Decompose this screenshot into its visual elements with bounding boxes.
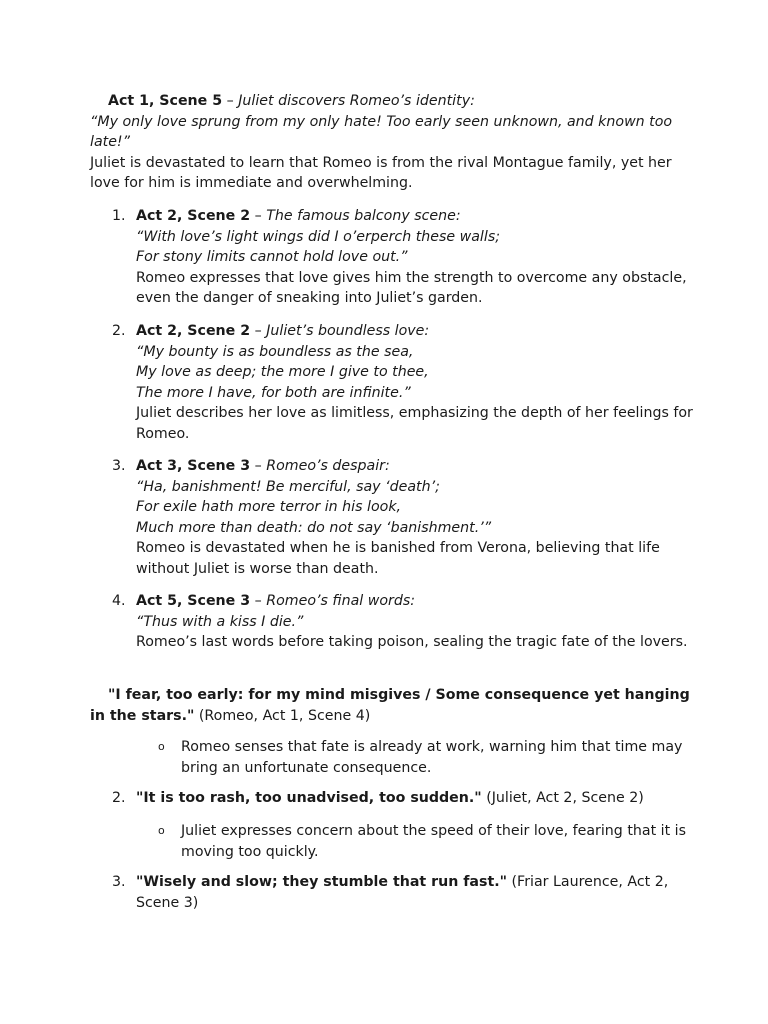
- item-scene: Act 5, Scene 3: [136, 593, 251, 609]
- quote-line: “Ha, banishment! Be merciful, say ‘death’;: [136, 478, 440, 495]
- intro-desc: Juliet discovers Romeo’s identity:: [238, 93, 475, 109]
- intro-scene: Act 1, Scene 5: [108, 93, 223, 109]
- item-source: (Friar Laurence, Act 2, Scene 3): [136, 874, 669, 911]
- fate-sub-note: Romeo senses that fate is already at work, warning him that time may bring an unfortunate consequence.: [181, 739, 683, 776]
- list-number: 2.: [112, 790, 126, 806]
- quote-line: The more I have, for both are infinite.”: [136, 384, 411, 401]
- list-item: [136, 788, 696, 809]
- item-sub-note: Juliet expresses concern about the speed of their love, fearing that it is moving too quickly.: [181, 823, 686, 860]
- item-quote: "Wisely and slow; they stumble that run fast.": [136, 874, 508, 890]
- fate-quote: "I fear, too early: for my mind misgives / Some consequence yet hanging in the stars.": [90, 687, 690, 724]
- intro-quote: “My only love sprung from my only hate! Too early seen unknown, and known too late!”: [90, 113, 673, 151]
- intro-dash: –: [222, 93, 239, 109]
- item-desc: The famous balcony scene:: [266, 208, 461, 224]
- list-item: [136, 872, 696, 913]
- item-scene: Act 2, Scene 2: [136, 323, 251, 339]
- item-note: Romeo is devastated when he is banished from Verona, believing that life without Juliet is worse than death.: [136, 540, 660, 577]
- item-note: Romeo’s last words before taking poison, sealing the tragic fate of the lovers.: [136, 634, 688, 651]
- item-desc: Juliet’s boundless love:: [266, 323, 430, 339]
- intro-block: [90, 91, 690, 194]
- item-note: Juliet describes her love as limitless, emphasizing the depth of her feelings for Romeo.: [136, 405, 693, 442]
- fate-block: [90, 685, 690, 726]
- list-number: 1.: [112, 208, 126, 224]
- list-number: 3.: [112, 874, 126, 890]
- item-scene: Act 2, Scene 2: [136, 208, 251, 224]
- quote-line: “My bounty is as boundless as the sea,: [136, 343, 414, 360]
- item-desc: Romeo’s final words:: [266, 593, 416, 609]
- quote-line: For stony limits cannot hold love out.”: [136, 249, 408, 266]
- item-scene: Act 3, Scene 3: [136, 458, 251, 474]
- fate-source: (Romeo, Act 1, Scene 4): [194, 707, 371, 724]
- sub-bullet-icon: o: [158, 740, 165, 753]
- sub-bullet-icon: o: [158, 824, 165, 837]
- list-number: 3.: [112, 458, 126, 474]
- item-desc: Romeo’s despair:: [266, 458, 390, 474]
- item-quote: "It is too rash, too unadvised, too sudden.": [136, 790, 482, 806]
- list-item: Act 2, Scene 2 – Juliet’s boundless love: “My bounty is as boundless as the sea, My love as deep; the more I give to thee, The more I have, for both are infinite.” Juliet describes her love as limitless, emphasizing the depth of her feelings for Romeo.: [136, 321, 696, 445]
- quote-line: “Thus with a kiss I die.”: [136, 613, 304, 630]
- intro-note: Juliet is devastated to learn that Romeo is from the rival Montague family, yet her love for him is immediate and overwhelming.: [90, 154, 672, 192]
- quote-line: Much more than death: do not say ‘banishment.’”: [136, 519, 492, 536]
- quote-line: “With love’s light wings did I o’erperch these walls;: [136, 228, 500, 245]
- item-note: Romeo expresses that love gives him the strength to overcome any obstacle, even the danger of sneaking into Juliet’s garden.: [136, 269, 687, 307]
- quote-line: For exile hath more terror in his look,: [136, 499, 402, 516]
- list-item: Act 3, Scene 3 – Romeo’s despair: “Ha, banishment! Be merciful, say ‘death’; For exile hath more terror in his look, Much more than death: do not say ‘banishment.’” Romeo is devastated when he is banished from Verona, believing that life without Juliet is worse than death.: [136, 456, 696, 580]
- quote-line: My love as deep; the more I give to thee,: [136, 364, 429, 381]
- list-number: 4.: [112, 593, 126, 609]
- item-source: (Juliet, Act 2, Scene 2): [481, 790, 644, 806]
- list-number: 2.: [112, 323, 126, 339]
- list-item: Act 2, Scene 2 – The famous balcony scene: “With love’s light wings did I o’erperch these walls; For stony limits cannot hold love out.” Romeo expresses that love gives him the strength to overcome any obstacle, even the danger of sneaking into Juliet’s garden.: [136, 206, 696, 309]
- list-item: Act 5, Scene 3 – Romeo’s final words: “Thus with a kiss I die.” Romeo’s last words before taking poison, sealing the tragic fate of the lovers.: [136, 591, 696, 653]
